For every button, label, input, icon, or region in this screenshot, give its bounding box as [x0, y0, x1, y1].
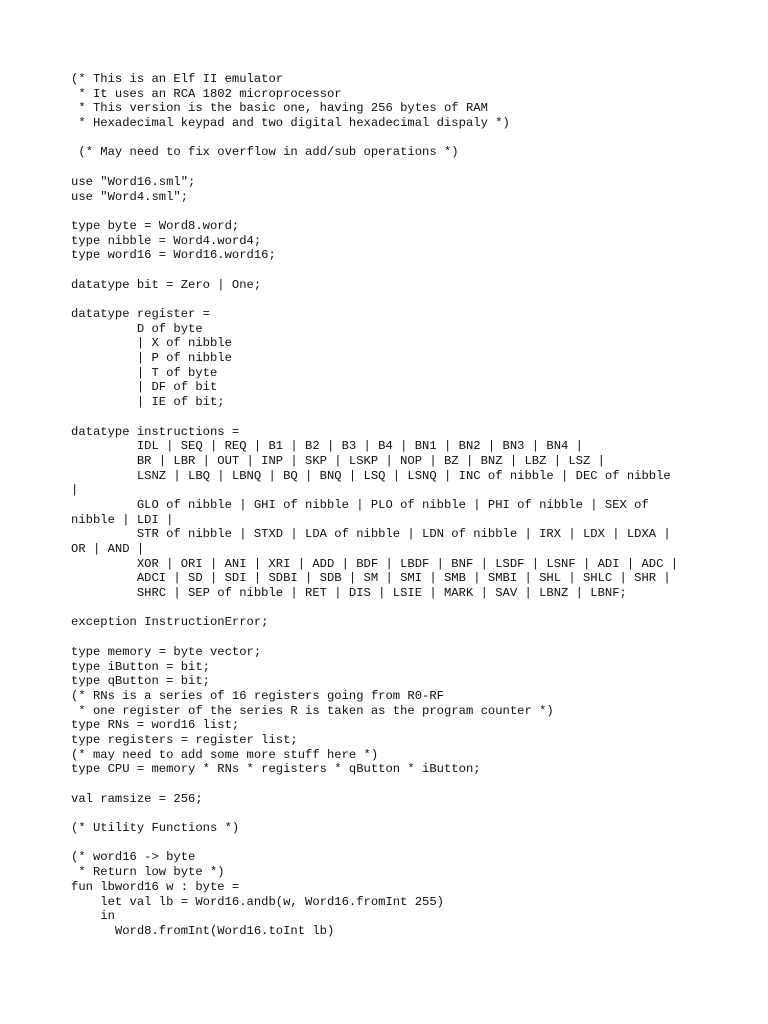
- code-line: use "Word4.sml";: [71, 189, 189, 204]
- code-line: GLO of nibble | GHI of nibble | PLO of nibble | PHI of nibble | SEX of: [71, 497, 649, 512]
- code-line: SHRC | SEP of nibble | RET | DIS | LSIE | MARK | SAV | LBNZ | LBNF;: [71, 586, 627, 601]
- code-line: [71, 601, 751, 616]
- code-line: use "Word16.sml";: [71, 174, 196, 189]
- code-line: (* May need to fix overflow in add/sub operations *): [71, 145, 459, 160]
- code-line: * This version is the basic one, having 256 bytes of RAM: [71, 101, 488, 116]
- code-line: LSNZ | LBQ | LBNQ | BQ | BNQ | LSQ | LSNQ | INC of nibble | DEC of nibble: [71, 468, 671, 483]
- code-line: (* may need to add some more stuff here *): [71, 747, 379, 762]
- code-line: (* This is an Elf II emulator: [71, 72, 284, 86]
- code-line: ADCI | SD | SDI | SDBI | SDB | SM | SMI | SMB | SMBI | SHL | SHLC | SHR |: [71, 571, 671, 586]
- code-line: in: [71, 909, 115, 924]
- code-line: * Return low byte *): [71, 865, 225, 880]
- code-line: type iButton = bit;: [71, 659, 210, 674]
- code-line: [71, 836, 751, 851]
- code-line: let val lb = Word16.andb(w, Word16.fromInt 255): [71, 894, 444, 909]
- code-line: | T of byte: [71, 365, 218, 380]
- code-line: type RNs = word16 list;: [71, 718, 240, 733]
- code-line: (* word16 -> byte: [71, 850, 196, 865]
- code-line: OR | AND |: [71, 542, 145, 556]
- code-line: type nibble = Word4.word4;: [71, 233, 262, 248]
- code-line: [71, 263, 751, 278]
- code-line: [71, 292, 751, 307]
- code-line: [71, 777, 751, 792]
- code-line: D of byte: [71, 321, 203, 336]
- code-line: type registers = register list;: [71, 732, 298, 747]
- code-line: [71, 160, 751, 175]
- code-line: (* Utility Functions *): [71, 821, 240, 836]
- code-line: * one register of the series R is taken as the program counter *): [71, 703, 554, 718]
- code-line: type byte = Word8.word;: [71, 218, 240, 233]
- code-line: type CPU = memory * RNs * registers * qButton * iButton;: [71, 762, 481, 777]
- code-line: datatype bit = Zero | One;: [71, 277, 262, 292]
- code-line: datatype instructions =: [71, 424, 240, 439]
- code-line: [71, 204, 751, 219]
- code-line: [71, 806, 751, 821]
- code-line: datatype register =: [71, 307, 210, 321]
- code-line: val ramsize = 256;: [71, 791, 203, 806]
- code-line: * Hexadecimal keypad and two digital hexadecimal dispaly *): [71, 116, 510, 131]
- code-line: (* RNs is a series of 16 registers going from R0-RF: [71, 688, 444, 703]
- code-line: type memory = byte vector;: [71, 644, 262, 659]
- code-line: STR of nibble | STXD | LDA of nibble | LDN of nibble | IRX | LDX | LDXA |: [71, 527, 671, 542]
- code-line: BR | LBR | OUT | INP | SKP | LSKP | NOP | BZ | BNZ | LBZ | LSZ |: [71, 453, 605, 468]
- code-line: | X of nibble: [71, 336, 232, 351]
- code-line: | DF of bit: [71, 380, 218, 395]
- code-line: | IE of bit;: [71, 395, 225, 410]
- code-line: * It uses an RCA 1802 microprocessor: [71, 86, 342, 101]
- code-line: nibble | LDI |: [71, 512, 174, 527]
- code-line: [71, 410, 751, 425]
- code-line: [71, 630, 751, 645]
- code-line: type qButton = bit;: [71, 674, 210, 689]
- code-line: IDL | SEQ | REQ | B1 | B2 | B3 | B4 | BN1 | BN2 | BN3 | BN4 |: [71, 439, 583, 454]
- code-line: fun lbword16 w : byte =: [71, 879, 240, 894]
- code-line: Word8.fromInt(Word16.toInt lb): [71, 923, 335, 938]
- code-line: XOR | ORI | ANI | XRI | ADD | BDF | LBDF | BNF | LSDF | LSNF | ADI | ADC |: [71, 556, 679, 571]
- code-line: type word16 = Word16.word16;: [71, 248, 276, 263]
- code-line: exception InstructionError;: [71, 615, 269, 630]
- code-line: [71, 131, 751, 146]
- source-code-block: [71, 72, 751, 939]
- code-line: | P of nibble: [71, 351, 232, 366]
- code-line: |: [71, 483, 79, 498]
